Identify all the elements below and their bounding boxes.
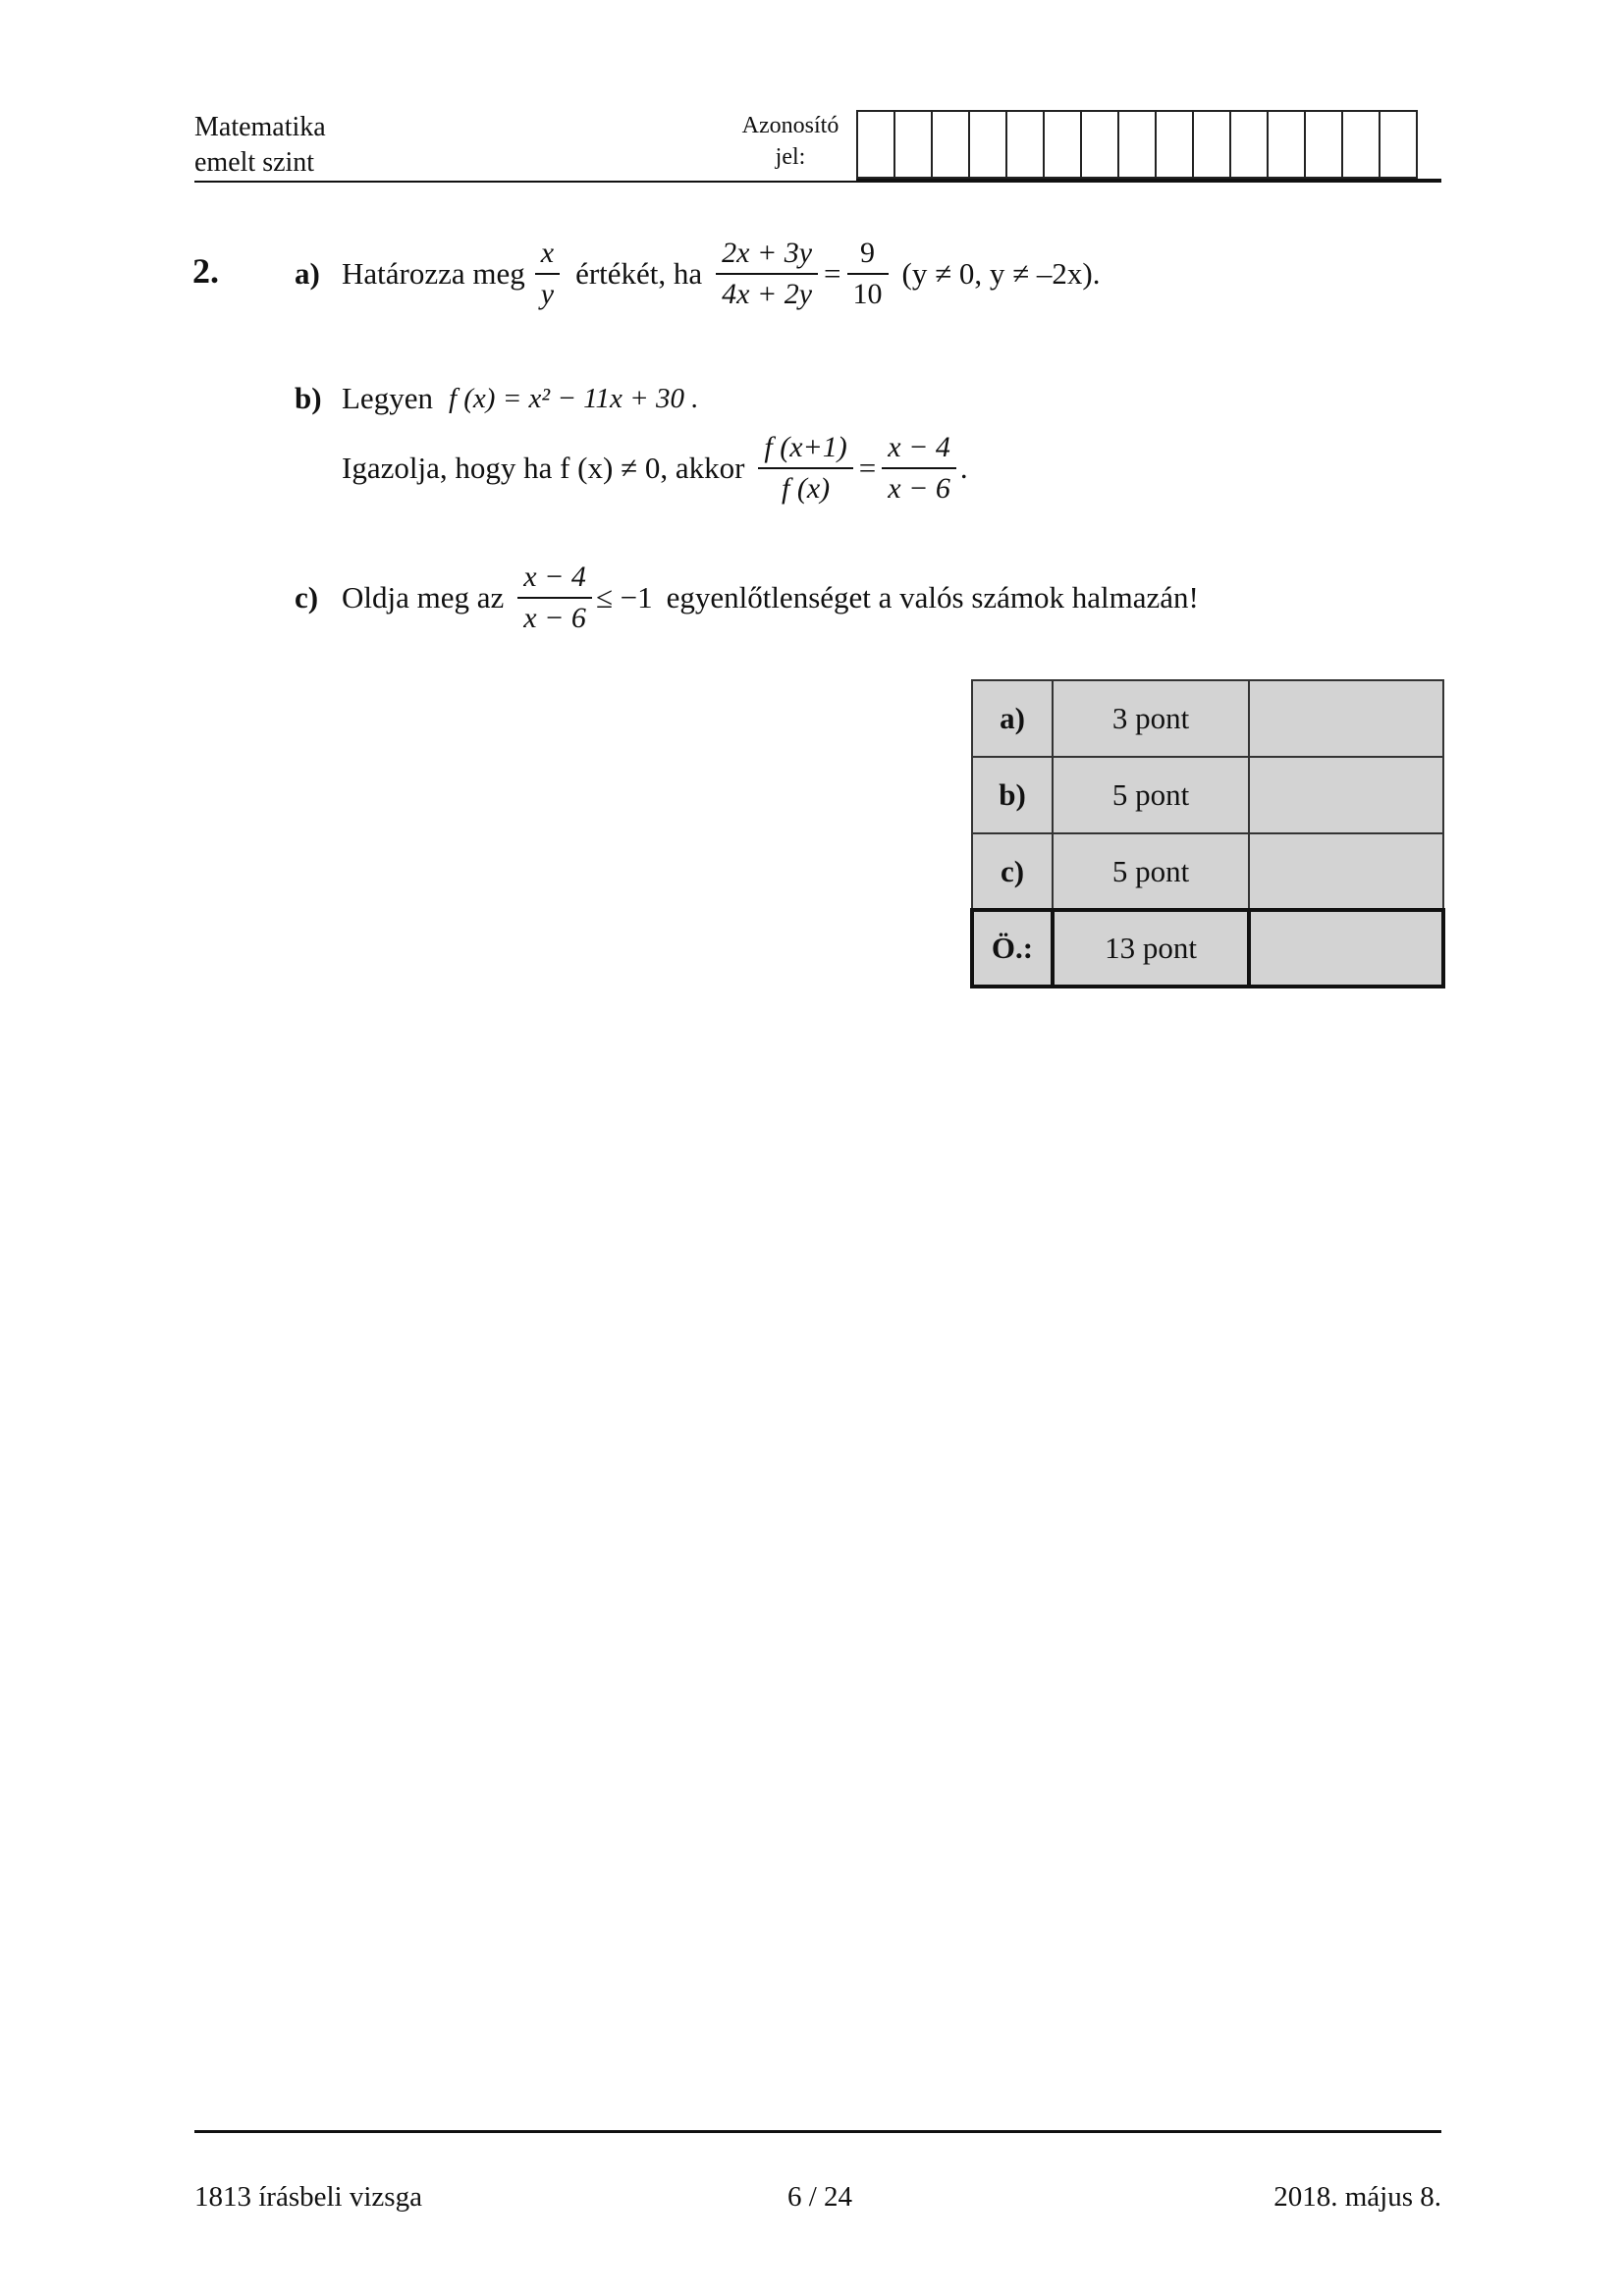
footer-divider xyxy=(194,2130,1441,2133)
fraction-denominator: 4x + 2y xyxy=(722,278,813,310)
score-row xyxy=(972,680,1443,757)
id-digit-box[interactable] xyxy=(1343,112,1380,177)
id-digit-box[interactable] xyxy=(970,112,1007,177)
id-digit-box[interactable] xyxy=(1007,112,1045,177)
fraction-denominator: 10 xyxy=(852,278,883,310)
score-total-row xyxy=(972,910,1443,987)
score-entry-cell[interactable] xyxy=(1249,833,1443,910)
fraction-denominator: f (x) xyxy=(782,472,831,505)
inequality-relation: ≤ −1 xyxy=(595,580,653,614)
equals-sign: = xyxy=(858,451,877,485)
id-digit-box[interactable] xyxy=(1082,112,1119,177)
subject-level: emelt szint xyxy=(194,147,315,178)
score-row-points: 5 pont xyxy=(1053,833,1249,910)
score-total-entry-cell[interactable] xyxy=(1249,910,1443,987)
fraction-inequality xyxy=(517,558,592,638)
id-digit-box[interactable] xyxy=(1045,112,1082,177)
score-row-label: c) xyxy=(972,833,1053,910)
footer-page-number: 6 / 24 xyxy=(786,2181,853,2213)
fraction-numerator: x xyxy=(540,237,555,269)
footer-exam-code: 1813 írásbeli vizsga xyxy=(194,2181,422,2213)
score-total-label: Ö.: xyxy=(972,910,1053,987)
part-b-text1: Legyen xyxy=(342,381,433,415)
fraction-denominator: x − 6 xyxy=(888,472,950,505)
id-digit-box[interactable] xyxy=(1194,112,1231,177)
id-digit-box[interactable] xyxy=(933,112,970,177)
id-label-line1: Azonosító xyxy=(741,113,839,138)
part-c-text1: Oldja meg az xyxy=(342,580,505,614)
part-a xyxy=(295,234,1100,314)
function-definition: f (x) = x² − 11x + 30 . xyxy=(448,382,699,414)
fraction-x-over-y xyxy=(535,234,560,314)
id-digit-box[interactable] xyxy=(1380,112,1418,177)
part-c-text2: egyenlőtlenséget a valós számok halmazán! xyxy=(666,580,1199,614)
header-divider-thick xyxy=(856,179,1441,183)
id-digit-box[interactable] xyxy=(895,112,933,177)
part-a-text1: Határozza meg xyxy=(342,256,525,291)
part-a-letter: a) xyxy=(295,256,320,291)
part-b-text2: Igazolja, hogy ha f (x) ≠ 0, akkor xyxy=(342,451,745,485)
fraction-numerator: x − 4 xyxy=(523,561,586,593)
id-digit-box[interactable] xyxy=(1157,112,1194,177)
fraction-rational xyxy=(882,428,956,508)
fraction-f-ratio xyxy=(758,428,852,508)
fraction-denominator: y xyxy=(540,278,555,310)
part-b-line1 xyxy=(295,381,698,416)
fraction-expression xyxy=(716,234,818,314)
fraction-denominator: x − 6 xyxy=(523,602,586,634)
part-a-text2: értékét, ha xyxy=(575,256,703,291)
period: . xyxy=(959,451,968,485)
task-number: 2. xyxy=(192,251,219,291)
part-c-letter: c) xyxy=(295,580,319,614)
equals-sign: = xyxy=(824,256,841,291)
score-row xyxy=(972,757,1443,833)
score-row-points: 3 pont xyxy=(1053,680,1249,757)
part-b-letter: b) xyxy=(295,381,322,415)
id-label xyxy=(722,110,859,173)
id-boxes xyxy=(856,110,1418,179)
id-digit-box[interactable] xyxy=(1306,112,1343,177)
score-row-points: 5 pont xyxy=(1053,757,1249,833)
part-b-line2 xyxy=(342,428,968,508)
score-row-label: a) xyxy=(972,680,1053,757)
score-total-points: 13 pont xyxy=(1053,910,1249,987)
id-digit-box[interactable] xyxy=(1269,112,1306,177)
part-a-condition: (y ≠ 0, y ≠ –2x). xyxy=(901,256,1101,291)
header-subject xyxy=(194,110,326,181)
score-entry-cell[interactable] xyxy=(1249,680,1443,757)
fraction-numerator: x − 4 xyxy=(888,431,950,463)
score-entry-cell[interactable] xyxy=(1249,757,1443,833)
fraction-numerator: 2x + 3y xyxy=(722,237,813,269)
score-table xyxy=(970,679,1445,988)
id-digit-box[interactable] xyxy=(858,112,895,177)
score-row xyxy=(972,833,1443,910)
fraction-numerator: 9 xyxy=(860,237,876,269)
fraction-nine-tenths xyxy=(847,234,889,314)
fraction-numerator: f (x+1) xyxy=(764,431,847,463)
part-c xyxy=(295,558,1199,638)
score-row-label: b) xyxy=(972,757,1053,833)
id-label-line2: jel: xyxy=(775,144,806,170)
subject-title: Matematika xyxy=(194,112,326,142)
id-digit-box[interactable] xyxy=(1231,112,1269,177)
footer-date: 2018. május 8. xyxy=(1273,2181,1441,2213)
id-digit-box[interactable] xyxy=(1119,112,1157,177)
